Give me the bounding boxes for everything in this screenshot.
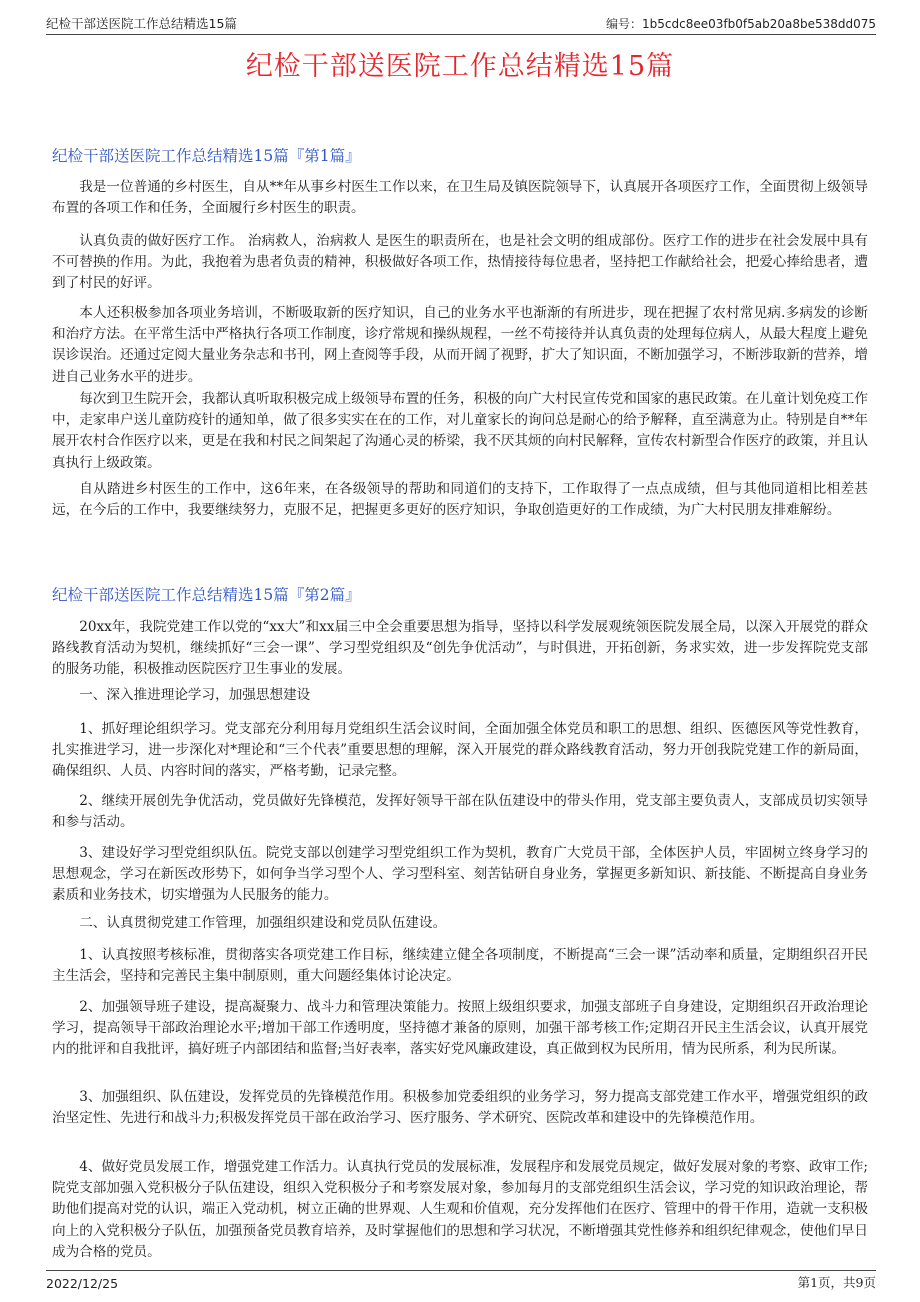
footer-date: 2022/12/25 bbox=[46, 1276, 119, 1291]
paragraph: 2、继续开展创先争优活动，党员做好先锋模范，发挥好领导干部在队伍建设中的带头作用，党支部主要负责人，支部成员切实领导和参与活动。 bbox=[52, 793, 868, 831]
paragraph: 1、抓好理论组织学习。党支部充分利用每月党组织生活会议时间，全面加强全体党员和职工的思想、组织、医德医风等党性教育，扎实推进学习，进一步深化对*理论和“三个代表”重要思想的理解，深入开展党的群众路线教育活动，努力开创我院党建工作的新局面，确保组织、人员、内容时间的落实，严格考勤，记录完整。 bbox=[52, 721, 868, 780]
paragraph: 我是一位普通的乡村医生，自从**年从事乡村医生工作以来，在卫生局及镇医院领导下，认真展开各项医疗工作，全面贯彻上级领导布置的各项工作和任务，全面履行乡村医生的职责。 bbox=[52, 179, 868, 217]
page-footer bbox=[46, 1270, 876, 1291]
paragraph: 20xx年，我院党建工作以党的“xx大”和xx届三中全会重要思想为指导，坚持以科学发展观统领医院发展全局，以深入开展党的群众路线教育活动为契机，继续抓好“三会一课”、学习型党组织及“创先争优活动”，与时俱进，开拓创新，务求实效，进一步发挥院党支部的服务功能，积极推动医院医疗卫生事业的发展。 bbox=[52, 619, 868, 678]
header-doc-name: 纪检干部送医院工作总结精选15篇 bbox=[46, 16, 237, 31]
paragraph: 2、加强领导班子建设，提高凝聚力、战斗力和管理决策能力。按照上级组织要求，加强支部班子自身建设，定期组织召开政治理论学习，提高领导干部政治理论水平;增加干部工作透明度，坚持德才兼备的原则，加强干部考核工作;定期召开民主生活会议，认真开展党内的批评和自我批评，搞好班子内部团结和监督;当好表率，落实好党风廉政建设，真正做到权为民所用，情为民所系，利为民所谋。 bbox=[52, 999, 868, 1058]
header-doc-id: 编号：1b5cdc8ee03fb0f5ab20a8be538dd075 bbox=[606, 17, 876, 31]
paragraph: 4、做好党员发展工作，增强党建工作活力。认真执行党员的发展标准，发展程序和发展党员规定，做好发展对象的考察、政审工作;院党支部加强入党积极分子队伍建设，组织入党积极分子和考察发展对象，参加每月的支部党组织生活会议，学习党的知识政治理论，帮助他们提高对党的认识，端正入党动机，树立正确的世界观、人生观和价值观，充分发挥他们在医疗、管理中的骨干作用，造就一支积极向上的入党积极分子队伍，加强预备党员教育培养，及时掌握他们的思想和学习状况，不断增强其党性修养和组织纪律观念，使他们早日成为合格的党员。 bbox=[52, 1159, 868, 1260]
paragraph: 每次到卫生院开会，我都认真听取积极完成上级领导布置的任务，积极的向广大村民宣传党和国家的惠民政策。在儿童计划免疫工作中，走家串户送儿童防疫针的通知单，做了很多实实在在的工作，对儿童家长的询问总是耐心的给予解释，直至满意为止。特别是自**年展开农村合作医疗以来，更是在我和村民之间架起了沟通心灵的桥梁，我不厌其烦的向村民解释，宣传农村新型合作医疗的政策，并且认真执行上级政策。 bbox=[52, 391, 868, 471]
document-title: 纪检干部送医院工作总结精选15篇 bbox=[245, 51, 675, 82]
paragraph: 二、认真贯彻党建工作管理，加强组织建设和党员队伍建设。 bbox=[79, 915, 447, 931]
section-heading-1: 纪检干部送医院工作总结精选15篇『第1篇』 bbox=[52, 147, 361, 165]
paragraph: 一、深入推进理论学习，加强思想建设 bbox=[79, 687, 311, 703]
paragraph: 认真负责的做好医疗工作。 治病救人，治病救人 是医生的职责所在，也是社会文明的组成部份。医疗工作的进步在社会发展中具有不可替换的作用。为此，我抱着为患者负责的精神，积极做好各项工作，热情接待每位患者，坚持把工作献给社会，把爱心捧给患者，遭到了村民的好评。 bbox=[52, 233, 868, 292]
paragraph: 1、认真按照考核标准，贯彻落实各项党建工作目标，继续建立健全各项制度，不断提高“三会一课”活动率和质量，定期组织召开民主生活会，坚持和完善民主集中制原则，重大问题经集体讨论决定。 bbox=[52, 947, 868, 985]
footer-page-info: 第1页，共9页 bbox=[797, 1275, 876, 1290]
section-heading-2: 纪检干部送医院工作总结精选15篇『第2篇』 bbox=[52, 586, 361, 604]
paragraph: 3、加强组织、队伍建设，发挥党员的先锋模范作用。积极参加党委组织的业务学习，努力提高支部党建工作水平，增强党组织的政治坚定性、先进行和战斗力;积极发挥党员干部在政治学习、医疗服务、学术研究、医院改革和建设中的先锋模范作用。 bbox=[52, 1089, 868, 1127]
paragraph: 3、建设好学习型党组织队伍。院党支部以创建学习型党组织工作为契机，教育广大党员干部，全体医护人员，牢固树立终身学习的思想观念，学习在新医改形势下，如何争当学习型个人、学习型科室、刻苦钻研自身业务，掌握更多新知识、新技能、不断提高自身业务素质和业务技术，切实增强为人民服务的能力。 bbox=[52, 845, 868, 904]
page-header bbox=[46, 10, 876, 35]
paragraph: 本人还积极参加各项业务培训，不断吸取新的医疗知识，自己的业务水平也渐渐的有所进步，现在把握了农村常见病.多病发的诊断和治疗方法。在平常生活中严格执行各项工作制度，诊疗常规和操纵规程，一丝不苟接待并认真负责的处理每位病人，从最大程度上避免误诊误治。还通过定阅大量业务杂志和书刊，网上查阅等手段，从而开阔了视野，扩大了知识面，不断加强学习，不断涉取新的营养，增进自己业务水平的进步。 bbox=[52, 305, 868, 385]
paragraph: 自从踏进乡村医生的工作中，这6年来，在各级领导的帮助和同道们的支持下，工作取得了一点点成绩，但与其他同道相比相差甚远，在今后的工作中，我要继续努力，克服不足，把握更多更好的医疗知识，争取创造更好的工作成绩，为广大村民朋友排难解纷。 bbox=[52, 481, 868, 519]
